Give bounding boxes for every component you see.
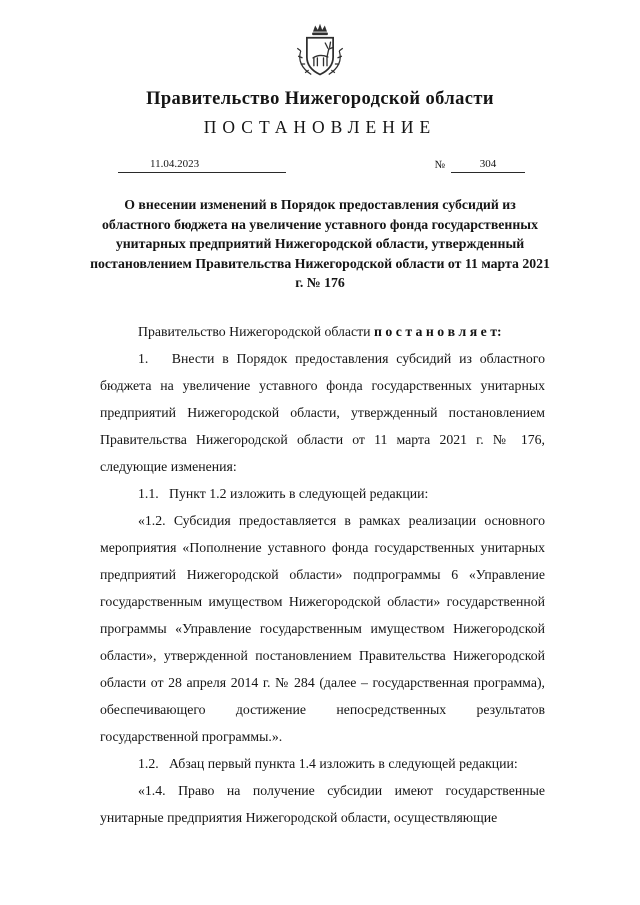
doc-body bbox=[100, 318, 545, 831]
doc-number-field bbox=[435, 158, 526, 173]
doc-title: О внесении изменений в Порядок предоставления субсидий из областного бюджета на увеличение уставного фонда государственных унитарных предприятий Нижегородской области, утвержденный постановлением Правительства Нижегородской области от 11 марта 2021 г. № 176 bbox=[90, 197, 550, 290]
doc-type-label: ПОСТАНОВЛЕНИЕ bbox=[203, 117, 437, 137]
document-header-emblem bbox=[0, 0, 640, 80]
opening-lead: Правительство Нижегородской области bbox=[138, 323, 375, 339]
opening-emphasis: п о с т а н о в л я е т: bbox=[374, 323, 502, 339]
doc-meta-row bbox=[118, 158, 525, 173]
paragraph-1-1: 1.1. Пункт 1.2 изложить в следующей редакции: bbox=[138, 485, 429, 501]
paragraph-1-2: 1.2. Абзац первый пункта 1.4 изложить в следующей редакции: bbox=[138, 755, 518, 771]
opening-paragraph bbox=[100, 318, 545, 345]
doc-date: 11.04.2023 bbox=[150, 158, 200, 170]
doc-number-label: № bbox=[434, 159, 445, 171]
paragraph-1: 1. Внести в Порядок предоставления субсидий из областного бюджета на увеличение уставного фонда государственных унитарных предприятий Нижегородской области, утвержденный постановлением Правительства Нижегородской области от 11 марта 2021 г. № 176, следующие изменения: bbox=[100, 350, 545, 474]
org-name: Правительство Нижегородской области bbox=[146, 89, 494, 109]
paragraph-quote-1-2: «1.2. Субсидия предоставляется в рамках реализации основного мероприятия «Пополнение уставного фонда государственных унитарных предприятий Нижегородской области» подпрограммы 6 «Управление государственным имуществом Нижегородской области» государственной программы «Управление государственным имуществом Нижегородской области», утвержденной постановлением Правительства Нижегородской области от 28 апреля 2014 г. № 284 (далее – государственная программа), обеспечивающего достижение непосредственных результатов государственной программы.». bbox=[100, 512, 545, 744]
doc-number: 304 bbox=[451, 158, 525, 173]
paragraph-quote-1-4: «1.4. Право на получение субсидии имеют государственные унитарные предприятия Нижегородской области, осуществляющие bbox=[100, 782, 545, 825]
doc-date-field bbox=[118, 158, 286, 173]
coat-of-arms-icon bbox=[292, 20, 348, 80]
